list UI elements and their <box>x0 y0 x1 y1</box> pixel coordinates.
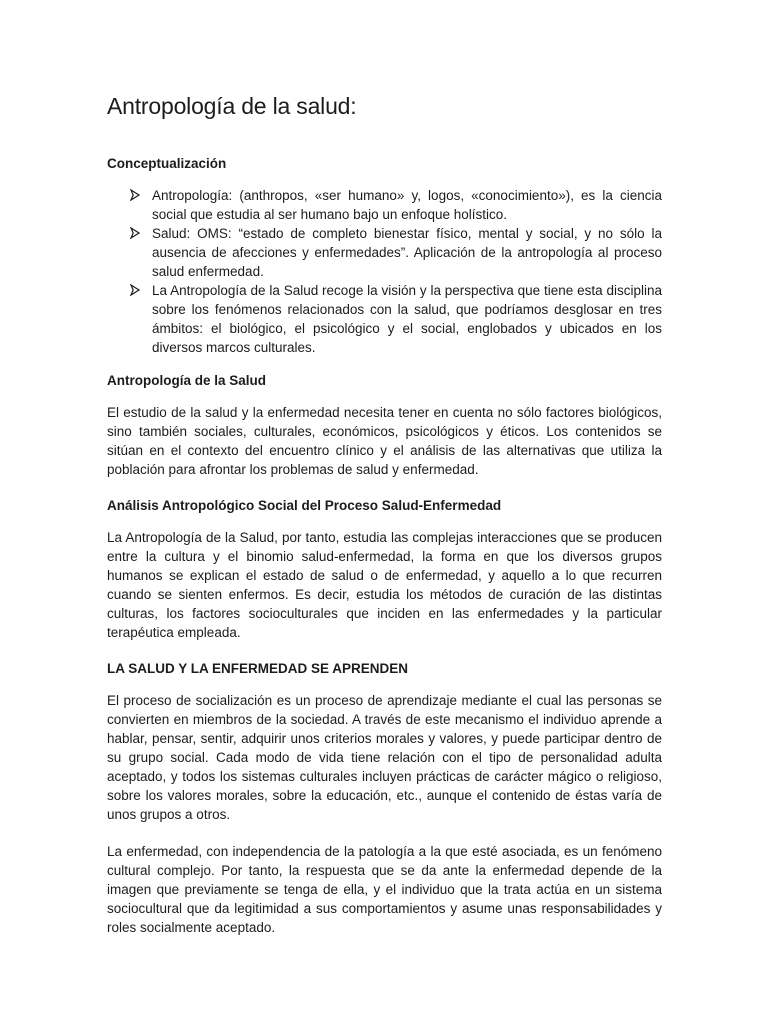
section-heading-analisis: Análisis Antropológico Social del Proceso Salud-Enfermedad <box>107 498 502 513</box>
arrow-bullet-icon <box>129 227 141 239</box>
arrow-bullet-icon <box>129 189 141 201</box>
section-heading-aprenden: LA SALUD Y LA ENFERMEDAD SE APRENDEN <box>107 661 409 676</box>
document-content <box>107 92 662 955</box>
paragraph-enfermedad-cultural: La enfermedad, con independencia de la patología a la que esté asociada, es un fenómeno cultural complejo. Por tanto, la respuesta que se da ante la enfermedad depende de la imagen que previamente se tenga de ella, y el individuo que la trata actúa en un sistema sociocultural que da legitimidad a sus comportamientos y asume unas responsabilidades y roles socialmente aceptado. <box>107 844 662 935</box>
list-item <box>107 224 662 281</box>
paragraph-analisis: La Antropología de la Salud, por tanto, estudia las complejas interacciones que se producen entre la cultura y el binomio salud-enfermedad, la forma en que los diversos grupos humanos se explican el estado de salud o de enfermedad, y aquello a lo que recurren cuando se sienten enfermos. Es decir, estudia los métodos de curación de las distintas culturas, los factores socioculturales que inciden en las enfermedades y la particular terapéutica empleada. <box>107 530 662 640</box>
list-item-text: La Antropología de la Salud recoge la visión y la perspectiva que tiene esta disciplina sobre los fenómenos relacionados con la salud, que podríamos desglosar en tres ámbitos: el biológico, el psicológico y el social, englobados y ubicados en los diversos marcos culturales. <box>152 283 662 355</box>
paragraph-socializacion: El proceso de socialización es un proceso de aprendizaje mediante el cual las personas se convierten en miembros de la sociedad. A través de este mecanismo el individuo aprende a hablar, pensar, sentir, adquirir unos criterios morales y valores, y puede participar dentro de su grupo social. Cada modo de vida tiene relación con el tipo de personalidad adulta aceptado, y todos los sistemas culturales incluyen prácticas de carácter mágico o religioso, sobre los valores morales, sobre la educación, etc., aunque el contenido de éstas varía de unos grupos a otros. <box>107 693 662 822</box>
list-item-text: Antropología: (anthropos, «ser humano» y, logos, «conocimiento»), es la ciencia social que estudia al ser humano bajo un enfoque holístico. <box>152 188 662 222</box>
list-item <box>107 186 662 224</box>
list-item-text: Salud: OMS: “estado de completo bienestar físico, mental y social, y no sólo la ausencia de afecciones y enfermedades”. Aplicación de la antropología al proceso salud enfermedad. <box>152 226 662 279</box>
section-heading-conceptualizacion: Conceptualización <box>107 156 227 171</box>
arrow-bullet-icon <box>129 284 141 296</box>
conceptualizacion-list <box>107 186 662 357</box>
paragraph-antropologia-salud: El estudio de la salud y la enfermedad necesita tener en cuenta no sólo factores biológicos, sino también sociales, culturales, económicos, psicológicos y éticos. Los contenidos se sitúan en el contexto del encuentro clínico y el análisis de las alternativas que utiliza la población para afrontar los problemas de salud y enfermedad. <box>107 405 662 477</box>
page-title: Antropología de la salud: <box>107 93 357 119</box>
list-item <box>107 281 662 357</box>
section-heading-antropologia-salud: Antropología de la Salud <box>107 373 267 388</box>
